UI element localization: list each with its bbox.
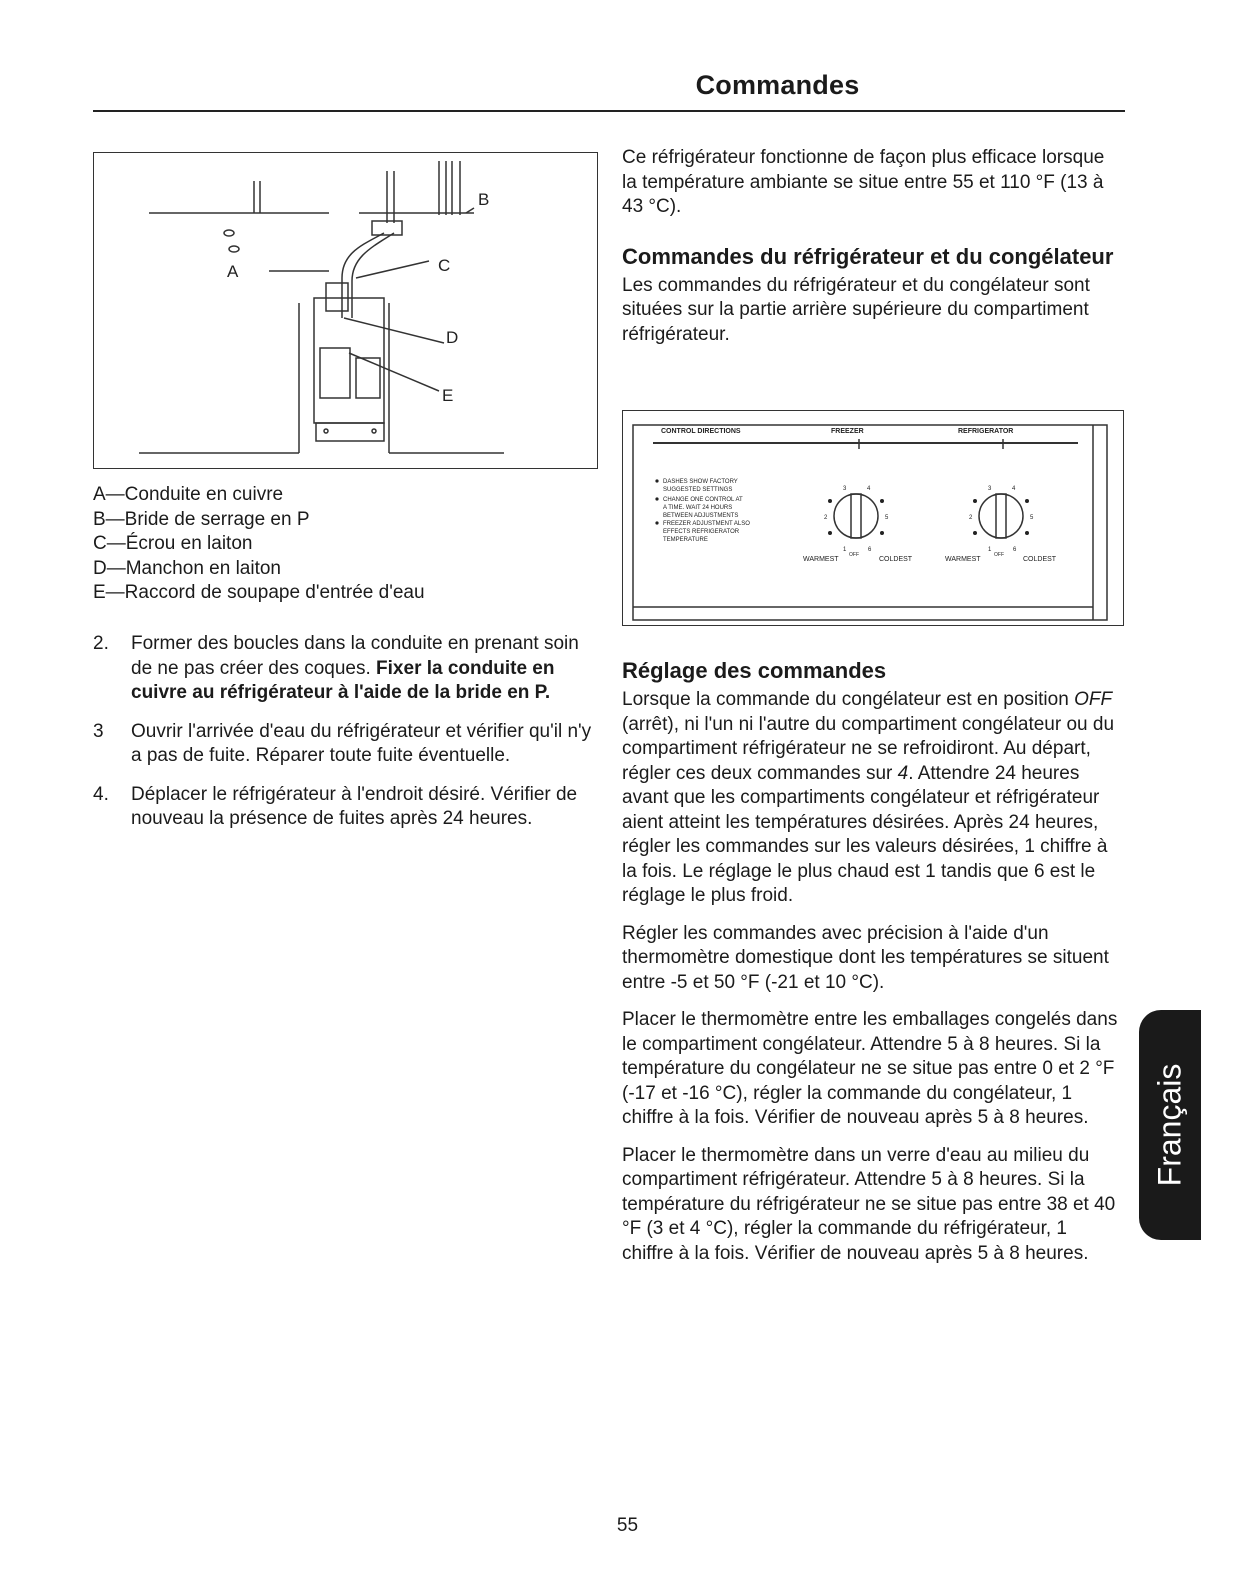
instruction-steps [93, 632, 593, 846]
legend-line-b: B—Bride de serrage en P [93, 508, 310, 530]
directions-line: SUGGESTED SETTINGS [663, 487, 733, 493]
p1-off: OFF [1074, 689, 1113, 710]
step-text: Ouvrir l'arrivée d'eau du réfrigérateur et vérifier qu'il n'y a pas de fuite. Réparer toute fuite éventuelle. [131, 720, 592, 766]
legend-line-c: C—Écrou en laiton [93, 533, 253, 554]
section-controls-body: Les commandes du réfrigérateur et du congélateur sont situées sur la partie arrière supérieure du compartiment réfrigérateur. [622, 274, 1090, 345]
refrigerator-off-label: OFF [994, 552, 1004, 558]
step-number: 2. [93, 633, 109, 654]
language-tab-label: Français [1151, 1063, 1188, 1187]
refrigerator-warmest-label: WARMEST [945, 556, 981, 563]
freezer-dial-number: 1 [843, 547, 847, 553]
directions-line: BETWEEN ADJUSTMENTS [663, 513, 739, 519]
freezer-dial-number: 3 [843, 486, 847, 492]
p1-part-c: . Attendre 24 heures avant que les compartiments congélateur et réfrigérateur aient atteint les températures désirées. Après 24 heures, régler les commandes sur les valeurs désirées, 1 chiffre à la fois. Le réglage le plus chaud est 1 tandis que 6 est le réglage le plus froid. [622, 762, 1108, 906]
label-b: B [478, 190, 490, 209]
freezer-dial-number: 2 [824, 515, 828, 521]
p1-four: 4 [897, 762, 909, 784]
p1-part-a: Lorsque la commande du congélateur est en position [622, 689, 1075, 710]
adjusting-paragraph-4: Placer le thermomètre dans un verre d'eau au milieu du compartiment réfrigérateur. Attendre 5 à 8 heures. Si la température du réfrigérateur ne se situe pas entre 38 et 40 °F (3 et 4 °C), régler la commande du réfrigérateur, 1 chiffre à la fois. Vérifier de nouveau après 5 à 8 heures. [622, 1144, 1116, 1264]
step-number: 4. [93, 783, 109, 805]
directions-line: DASHES SHOW FACTORY [663, 479, 738, 485]
directions-line: CHANGE ONE CONTROL AT [663, 497, 743, 503]
panel-header-refrigerator: REFRIGERATOR [958, 428, 1014, 435]
title-rule [93, 110, 1125, 112]
step-text: Déplacer le réfrigérateur à l'endroit désiré. Vérifier de nouveau la présence de fuites après 24 heures. [131, 783, 578, 829]
refrigerator-dial-number: 5 [1030, 515, 1034, 521]
panel-header-freezer: FREEZER [831, 428, 864, 435]
page-title: Commandes [695, 70, 860, 100]
label-e: E [442, 386, 454, 405]
refrigerator-dial-number: 3 [988, 486, 992, 492]
p1-part-b: (arrêt), ni l'un ni l'autre du compartiment congélateur ou du compartiment réfrigérateur ne se refroidiront. Au départ, régler ces deux commandes sur [622, 713, 1115, 784]
freezer-dial-number: 4 [867, 486, 871, 492]
intro-paragraph: Ce réfrigérateur fonctionne de façon plus efficace lorsque la température ambiante se situe entre 55 et 110 °F (13 à 43 °C). [622, 147, 1105, 217]
refrigerator-dial-number: 1 [988, 547, 992, 553]
directions-line: FREEZER ADJUSTMENT ALSO [663, 521, 750, 527]
list-item [93, 632, 593, 706]
freezer-coldest-label: COLDEST [879, 556, 913, 563]
freezer-warmest-label: WARMEST [803, 556, 839, 563]
right-column-bottom [622, 657, 1122, 1266]
legend-line-a: A—Conduite en cuivre [93, 484, 284, 505]
label-a: A [227, 262, 239, 281]
legend-line-e: E—Raccord de soupape d'entrée d'eau [93, 582, 425, 603]
directions-line: A TIME. WAIT 24 HOURS [663, 505, 733, 511]
water-line-illustration [94, 153, 599, 470]
list-item [93, 783, 593, 832]
adjusting-paragraph-3: Placer le thermomètre entre les emballages congelés dans le compartiment congélateur. Attendre 5 à 8 heures. Si la température du congélateur ne se situe pas entre 0 et 2 °F (-17 et -16 °C), régler la commande du congélateur, 1 chiffre à la fois. Vérifier de nouveau après 5 à 8 heures. [622, 1009, 1118, 1128]
right-column-top [622, 146, 1122, 347]
control-panel-illustration [623, 411, 1125, 627]
refrigerator-dial-number: 4 [1012, 486, 1016, 492]
directions-line: TEMPERATURE [663, 537, 708, 543]
control-panel-figure [622, 410, 1124, 626]
list-item [93, 720, 593, 769]
water-line-figure [93, 152, 598, 469]
section-heading-controls: Commandes du réfrigérateur et du congélateur [622, 243, 1114, 269]
adjusting-paragraph-1 [622, 688, 1122, 909]
freezer-dial-number: 6 [868, 547, 872, 553]
page-number: 55 [616, 1515, 639, 1536]
step-text: Former des boucles dans la conduite en prenant soin de ne pas créer des coques. [131, 633, 579, 679]
label-c: C [438, 256, 451, 275]
refrigerator-dial-number: 2 [969, 515, 973, 521]
legend-line-d: D—Manchon en laiton [93, 557, 281, 579]
step-number: 3 [93, 720, 104, 742]
refrigerator-coldest-label: COLDEST [1023, 556, 1057, 563]
adjusting-paragraph-2: Régler les commandes avec précision à l'aide d'un thermomètre domestique dont les températures se situent entre -5 et 50 °F (-21 et 10 °C). [622, 922, 1109, 993]
language-tab [1139, 1010, 1201, 1240]
freezer-off-label: OFF [849, 552, 859, 558]
figure-legend [93, 483, 573, 606]
step-bold-text: Fixer la conduite en cuivre au réfrigérateur à l'aide de la bride en P. [131, 657, 555, 703]
directions-line: EFFECTS REFRIGERATOR [663, 529, 740, 535]
panel-header-directions: CONTROL DIRECTIONS [661, 428, 741, 435]
section-heading-adjusting: Réglage des commandes [622, 658, 887, 683]
freezer-dial-number: 5 [885, 515, 889, 521]
refrigerator-dial-number: 6 [1013, 547, 1017, 553]
label-d: D [446, 328, 459, 347]
